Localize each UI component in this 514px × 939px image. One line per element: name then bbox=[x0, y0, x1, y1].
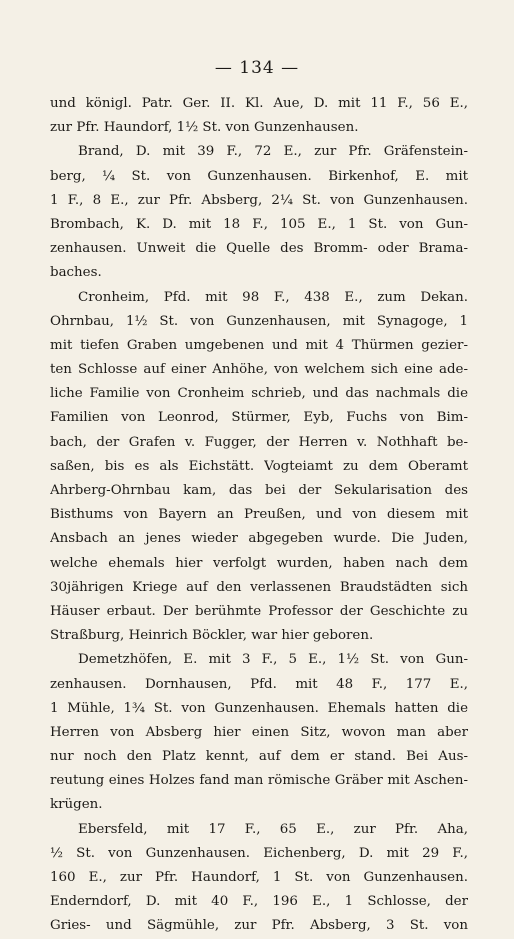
text-line: Häuser erbaut. Der berühmte Professor der Geschichte zu bbox=[50, 603, 468, 619]
text-line: Cronheim, Pfd. mit 98 F., 438 E., zum Dekan. bbox=[78, 289, 468, 305]
text-line: 1 Mühle, 1¾ St. von Gunzenhausen. Ehemals hatten die bbox=[50, 700, 468, 716]
text-line: Herren von Absberg hier einen Sitz, wovon man aber bbox=[50, 724, 468, 740]
text-line: welche ehemals hier verfolgt wurden, haben nach dem bbox=[50, 555, 468, 571]
text-line: Ansbach an jenes wieder abgegeben wurde. Die Juden, bbox=[50, 531, 468, 547]
text-line: saßen, bis es als Eichstätt. Vogteiamt zu dem Oberamt bbox=[50, 458, 468, 474]
text-line: berg, ¼ St. von Gunzenhausen. Birkenhof, E. mit bbox=[50, 168, 468, 184]
text-line: baches. bbox=[50, 265, 102, 281]
text-line: bach, der Grafen v. Fugger, der Herren v. Nothhaft be- bbox=[50, 434, 468, 450]
text-line: Familien von Leonrod, Stürmer, Eyb, Fuchs von Bim- bbox=[50, 410, 468, 426]
text-line: Gries- und Sägmühle, zur Pfr. Absberg, 3 St. von bbox=[50, 918, 468, 934]
text-line: Ebersfeld, mit 17 F., 65 E., zur Pfr. Aha, bbox=[78, 821, 468, 837]
text-line: zenhausen. Unweit die Quelle des Bromm- oder Brama- bbox=[50, 241, 468, 257]
text-line: krügen. bbox=[50, 797, 103, 813]
text-line: 1 F., 8 E., zur Pfr. Absberg, 2¼ St. von Gunzenhausen. bbox=[50, 192, 468, 208]
text-line: Brombach, K. D. mit 18 F., 105 E., 1 St. von Gun- bbox=[50, 216, 468, 232]
text-line: liche Familie von Cronheim schrieb, und das nachmals die bbox=[50, 386, 468, 402]
text-line: ½ St. von Gunzenhausen. Eichenberg, D. mit 29 F., bbox=[50, 845, 468, 861]
text-line: Demetzhöfen, E. mit 3 F., 5 E., 1½ St. von Gun- bbox=[78, 652, 468, 668]
text-line: zenhausen. Dornhausen, Pfd. mit 48 F., 177 E., bbox=[50, 676, 468, 692]
text-line: und königl. Patr. Ger. II. Kl. Aue, D. mit 11 F., 56 E., bbox=[50, 96, 468, 111]
text-line: 30jährigen Kriege auf den verlassenen Braudstädten sich bbox=[50, 579, 468, 595]
body-text bbox=[50, 92, 468, 939]
text-line: Straßburg, Heinrich Böckler, war hier geboren. bbox=[50, 628, 374, 644]
text-line: mit tiefen Graben umgebenen und mit 4 Thürmen gezier- bbox=[50, 337, 468, 353]
text-line: Ohrnbau, 1½ St. von Gunzenhausen, mit Synagoge, 1 bbox=[50, 313, 468, 329]
text-line: Brand, D. mit 39 F., 72 E., zur Pfr. Gräfenstein- bbox=[78, 144, 468, 160]
text-line: nur noch den Platz kennt, auf dem er stand. Bei Aus- bbox=[50, 749, 468, 765]
text-line: Bisthums von Bayern an Preußen, und von diesem mit bbox=[50, 507, 468, 523]
text-line: zur Pfr. Haundorf, 1½ St. von Gunzenhausen. bbox=[50, 120, 359, 136]
text-line: Enderndorf, D. mit 40 F., 196 E., 1 Schlosse, der bbox=[50, 894, 468, 910]
text-line: 160 E., zur Pfr. Haundorf, 1 St. von Gunzenhausen. bbox=[50, 870, 468, 885]
text-line: ten Schlosse auf einer Anhöhe, von welchem sich eine ade- bbox=[50, 362, 468, 378]
page-number: — 134 — bbox=[214, 58, 300, 78]
text-line: Ahrberg-Ohrnbau kam, das bei der Sekularisation des bbox=[50, 483, 468, 498]
text-line: reutung eines Holzes fand man römische Gräber mit Aschen- bbox=[50, 773, 468, 789]
